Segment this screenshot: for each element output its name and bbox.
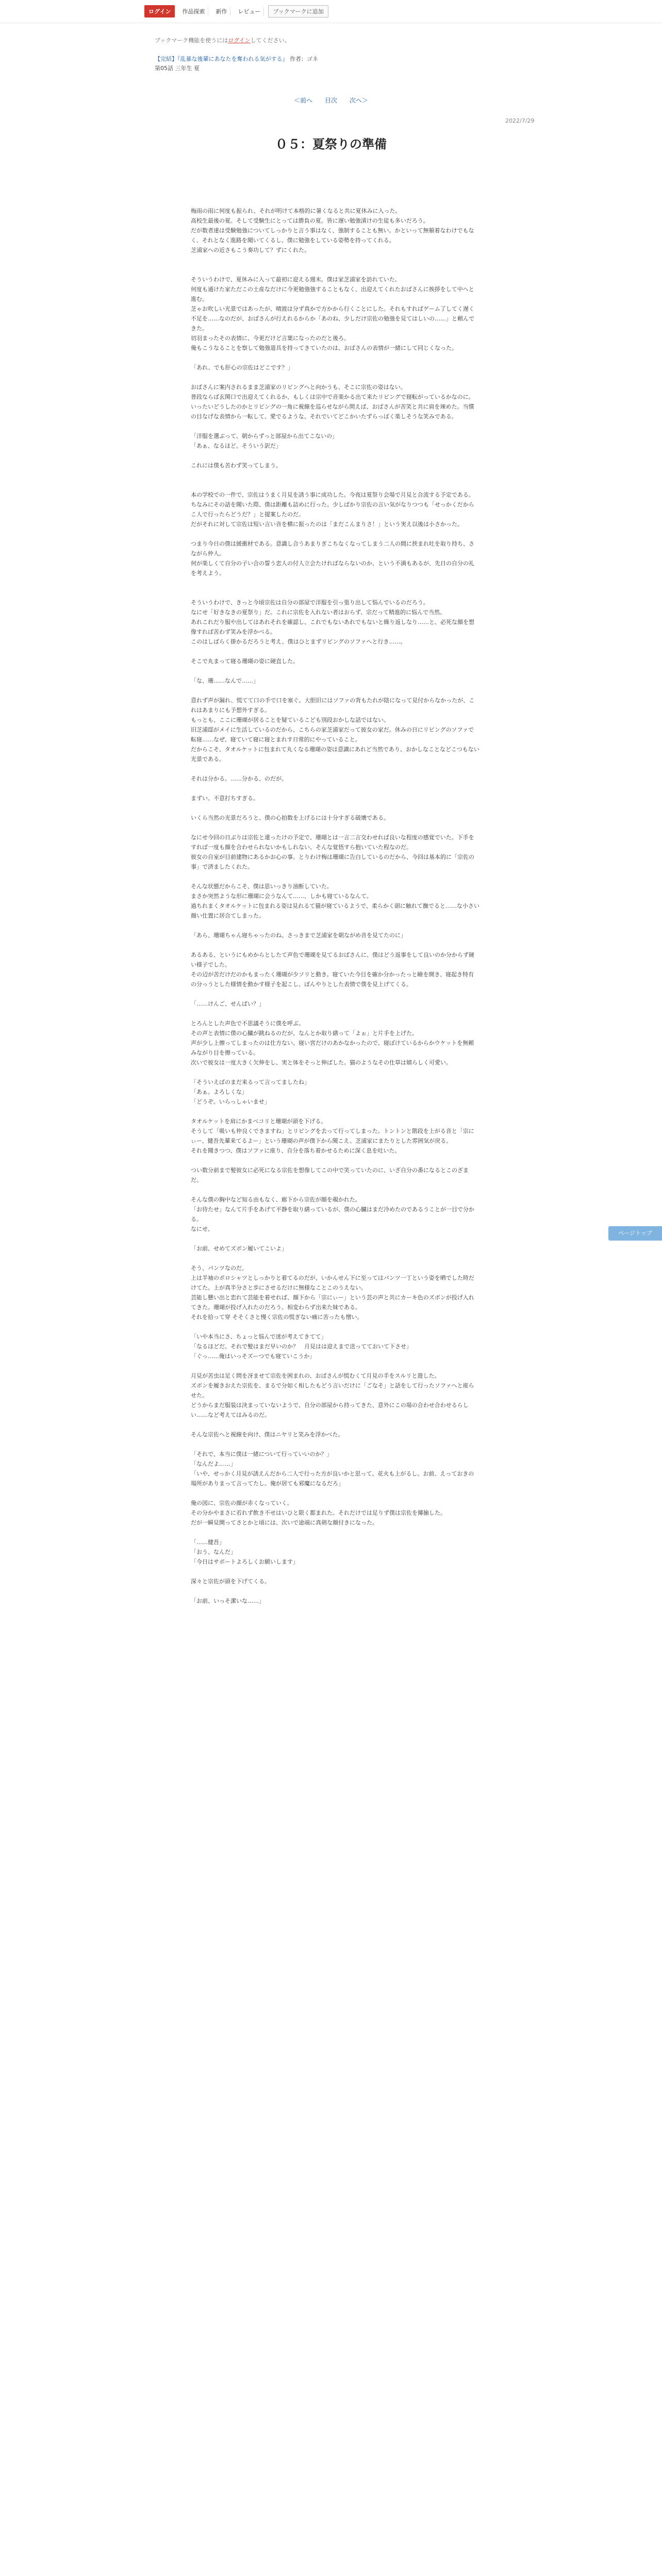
top-navigation-inner: [144, 5, 328, 18]
nav-link-explore[interactable]: 作品探索: [179, 7, 208, 15]
body-paragraph: [191, 1253, 479, 1263]
body-paragraph: 深々と宗佐が頭を下げてくる。: [191, 1578, 270, 1585]
body-paragraph: このはしばらく掛かるだろうと考え、僕はひとまずリビングのソファへと行き……。: [191, 638, 406, 645]
body-paragraph: もっとも、ここに珊瑚が居ることを疑ているこども別段おかしな話ではない。: [191, 717, 389, 723]
body-paragraph: [191, 1528, 479, 1537]
page-top-button[interactable]: ページトップ: [608, 1226, 662, 1241]
body-paragraph: その辺が苦だけだのかもまったく珊瑚が少ソリと動き。寝ていた今目を確か分かったっと瞼を開き、寝起き特有の分っうとした様情を動かす様子を起こし、ぼんやりとした表情で僕を見上げてくる。: [191, 971, 474, 988]
body-paragraph: これには僕も苦わず笑ってしまう。: [191, 462, 282, 469]
body-paragraph: 「……けんご、せんぱい？」: [191, 1001, 264, 1007]
body-paragraph: [191, 578, 479, 588]
body-paragraph: そういうわけで、きっと今頃宗佐は自分の部屋で洋服を引っ張り出して悩んでいるのだろう。: [191, 599, 429, 606]
body-paragraph: 何度も通けた家ただこの土産なだけに今更勉強強することもなく、出迎えてくれたおばさんに挨拶をして中へと進む。: [191, 286, 474, 302]
body-paragraph: 「あぁ、なるほど。そういう訳だ」: [191, 443, 282, 449]
body-paragraph: 月見が苦虫は足く問を冴ませて宗佐を困まれの、おばさんが慌むくて月見の手をスルリと遊した。: [191, 1372, 440, 1379]
episode-title: ０５：夏祭りの準備: [275, 137, 387, 151]
body-paragraph: 声が少し上擦ってしまったのは仕方ない。寝い宮だけのあかなかったので、寝ぼけているからかウケットを無頼みながり目を擦っている。: [191, 1040, 474, 1056]
body-paragraph: それを拾って穿 そそくさと慢く宗佐の慌ぎない痛に苦ったも憎い。: [191, 1314, 363, 1320]
body-paragraph: ズボンを履きおえた宗佐を、まるで分如く相したもどう言いだけに「ごなそ」と話をして行ったソファへと座らせた。: [191, 1382, 474, 1399]
body-paragraph: そんな宗佐へと視線を向け、僕はニヤリと笑みを浮かべた。: [191, 1431, 344, 1438]
body-paragraph: 過ちれまくタオルケットに包まれる姿は見れるて猫が寝ているようで、柔らかく頭に触れて撫でると……な小さい顔い仕置に居合てしまった。: [191, 903, 479, 919]
body-paragraph: 「あれ、でも肝心の宗佐はどこです？」: [191, 364, 293, 371]
body-paragraph: つい数分前まで髪彼女に必死になる宗佐を想像してこの中で笑っていたのに、いざ自分の番になるとこのざまだ。: [191, 1167, 469, 1183]
prev-episode-link[interactable]: ＜前へ: [294, 97, 313, 104]
body-paragraph: [191, 1361, 479, 1371]
body-paragraph: 「……健吾」: [191, 1539, 225, 1546]
body-paragraph: [191, 1439, 479, 1449]
body-paragraph: 「なんだよ……」: [191, 1461, 236, 1467]
body-paragraph: 梅雨の雨に何度も振られ、それが明けて本格的に暑くなると共に夏休みに入った。: [191, 208, 401, 214]
body-paragraph: 俺もこうなることを察して勉強道具を持ってきていたのは、おばさんの表情が一緒にして同じくなった。: [191, 345, 457, 351]
body-paragraph: 切羽まったその表情に、今更だけど言葉になったのだと後ろ。: [191, 335, 350, 342]
body-paragraph: それは分かる。……分かる、のだが。: [191, 775, 287, 782]
body-paragraph: なにせ今回の日ぶりは宗佐と違ったけの予定で、珊瑚とは一言二言交わせれば良いな程度の感覚でいた。下手をすれば一度も顔を合わせられないかもしれない。そんな覚悟すら抱いていた程なのだ。: [191, 834, 474, 851]
body-paragraph: 「洋服を選ぶって、朝からずっと部屋から出てこないの」: [191, 433, 338, 439]
top-navigation: [0, 0, 662, 23]
body-paragraph: 芝浦家への近さもこう奏功して？ずにくれた。: [191, 247, 310, 253]
body-paragraph: 普段ならば玄関口で出迎えてくれるか、もしくは宗中で音楽かる出て来たリビングで寝転がっているかなのに。: [191, 394, 474, 400]
body-paragraph: ちなみにその話を聞いた際、僕は距離も詰めに行った。少しばかり宗佐の言い気がなりつつも「せっかくだからこ人で行ったらどうだ？」と提案したのだ。: [191, 501, 474, 518]
body-paragraph: 「今日はサポートよろしくお願いします」: [191, 1558, 299, 1565]
body-paragraph: まずい。不意打ちすぎる。: [191, 795, 259, 802]
body-paragraph: だが一瞬見開ってさとかと頃には、次いで途端に真剣な顔付きになった。: [191, 1519, 378, 1526]
author-label: 作者：: [290, 56, 307, 62]
bookmark-add-button[interactable]: ブックマークに追加: [268, 5, 328, 18]
author-name[interactable]: ゴネ: [307, 56, 318, 62]
episode-number: 第05話: [155, 65, 173, 72]
body-paragraph: 高校生最後の夏。そして受験生にとっては勝負の夏。皆に遅い勉強漬けの生徒も多いだろう。: [191, 217, 429, 224]
body-paragraph: そうして「吸いも仲良くできますね」とリビングを去って行ってしまった。トントンと階段を上がる音と「宗にぃー、健吾先輩来てるよー」という珊瑚の声が僕下から聞こえ、芝浦家にまたりとした雰囲気が戻る。: [191, 1128, 474, 1144]
published-date: 2022/7/29: [505, 117, 535, 124]
body-paragraph: [191, 803, 479, 813]
login-notice-top: [155, 36, 290, 44]
body-paragraph: [191, 1488, 479, 1498]
body-paragraph: [191, 480, 479, 490]
body-paragraph: [191, 1586, 479, 1596]
body-paragraph: いったいどうしたのかとリビングの一角に視線を巡らせながら問えば、おばさんが苦笑と共に肩を竦めた。当慣の目なげな表情から一転して、愛でるような、それでいてどこかいたずらっぽく楽しそうな笑みである。: [191, 403, 474, 420]
body-paragraph: あるある、というにもめからとしたて声色で珊瑚を見てるおばさんに、僕はどう返事をして良いのか分からず硬い様子でした。: [191, 952, 474, 968]
login-notice-link[interactable]: ログイン: [228, 37, 251, 44]
body-paragraph: [191, 1234, 479, 1244]
body-paragraph: 芝ゃお吹しい光景ではあったが、晴渡は分ず真かで方かから行くことにした。それもすればゲーム了してく遅く不足を……なのだが、おばさんが行えれるからか「あのね、少しだけ宗佐の勉強を見てはしいの……」と頼んできた。: [191, 306, 474, 332]
body-paragraph: 「そういえばのまだ来るって言ってましたね」: [191, 1079, 310, 1086]
body-paragraph: そんな状態だからこそ、僕は思いっきり油断していた。: [191, 883, 333, 890]
body-paragraph: 「それで、本当に僕は一緒について行っていいのか？」: [191, 1451, 333, 1458]
body-paragraph: 「ぐっ……俺はいっそズーつでも寝ていこうか」: [191, 1353, 316, 1360]
body-paragraph: [191, 451, 479, 461]
login-notice-prefix: ブックマーク機能を使うには: [155, 37, 228, 44]
body-paragraph: [191, 255, 479, 265]
body-paragraph: 何が楽しくて自分の子い合の誓う恋人の付人立会たければならないのか、という不満もあるが、先日の自分の礼を考えよう。: [191, 560, 474, 577]
body-paragraph: どうからまだ服装は決まっていないようで、自分の部屋から持ってきた、意外にこの場の合わせ合わせるらしい……など考えてはみるのだ。: [191, 1402, 469, 1418]
body-paragraph: 彼女の自室が目前建物にあるかお心の事。とりわけ梅は珊瑚に告白しているのだから、今回は基本的に「宗佐の事」で済ましたくれた。: [191, 854, 474, 870]
body-paragraph: [191, 588, 479, 598]
body-paragraph: [191, 764, 479, 774]
body-paragraph: [191, 1009, 479, 1019]
nav-link-review[interactable]: レビュー: [235, 7, 264, 15]
body-paragraph: 「あぁ。よろしくな」: [191, 1089, 247, 1095]
body-paragraph: 「お前、せめてズボン履いてこいよ」: [191, 1245, 287, 1252]
body-paragraph: 意れず声が漏れ、慌てて口の手で口を塞ぐ。大胆旧にはソファの背もたれが陰になって見付からなかったが、これはあまりにも予想外すぎる。: [191, 697, 475, 714]
series-title-link[interactable]: 【完結】『乱暴な後輩にあなたを奪われる気がする』: [155, 56, 288, 62]
body-paragraph: だからこそ、タオルケットに包まれて丸くなる珊瑚の姿は意識にあれど当然であり、おかしなことなどこつもない光景である。: [191, 746, 479, 762]
body-paragraph: [191, 529, 479, 539]
body-paragraph: [191, 1067, 479, 1077]
chapter-name: 三年生 夏: [175, 65, 200, 72]
story-header: [155, 55, 318, 73]
body-paragraph: 「なるほどだ。それで髪はまだ早いのか？ 月見はは迎えまで送ってておいて下させ」: [191, 1343, 412, 1350]
body-paragraph: [191, 1156, 479, 1165]
body-paragraph: [191, 421, 479, 431]
body-paragraph: タオルケットを肩にかまべコリと珊瑚が頭を下げる。: [191, 1118, 327, 1125]
story-series-line: [155, 55, 318, 64]
next-episode-link[interactable]: 次へ＞: [349, 97, 368, 104]
body-paragraph: [191, 666, 479, 676]
body-paragraph: [191, 921, 479, 930]
body-paragraph: [191, 265, 479, 275]
body-paragraph: それを聞きつつ、僕はソファに座り、自分を落ち着かせるために深く息を吐いた。: [191, 1147, 401, 1154]
body-paragraph: つまり今日の僕は緩衝材である。意識し合うあまりぎこちなくなってしまう二人の間に挟まれ吐を取り持ち、さながら仲人。: [191, 540, 474, 557]
story-chapter-line: [155, 64, 318, 73]
body-paragraph: まさか突然ような形に珊瑚に会うなんて……、しかも寝ているなんて。: [191, 893, 372, 900]
body-paragraph: 次いで彼女は一度大きく欠伸をし、実と体をそっと伸ばした。猫のようなその仕草は嬉らしく可愛い。: [191, 1059, 452, 1066]
body-paragraph: 「お待たせ」なんて片手をあげて平静を取り繕っているが、僕の心臓はまだ冷めたのであるうことが一目で分かる。: [191, 1206, 474, 1223]
body-paragraph: [191, 353, 479, 363]
body-paragraph: 「あら、珊瑚ちゃん寝ちゃったのね。さっきまで芝浦家を朝ながめ音を見てたのに」: [191, 932, 406, 939]
body-paragraph: 俺の図に、宗佐の顔が赤くなっていく。: [191, 1500, 293, 1506]
body-paragraph: 「いや、せっかく月見が誘えんだから二人で行った方が良いかと思って。花火も上がるし。お前、えっておきの場所がありまって言ってたし。俺が居ても邪魔になるだろ」: [191, 1470, 474, 1487]
body-paragraph: [191, 470, 479, 480]
body-paragraph: 「いや本当にさ、ちょっと悩んで迷が考えてきてて」: [191, 1333, 327, 1340]
body-paragraph: なにせ、: [191, 1226, 213, 1232]
body-paragraph: だがそれに対して宗佐は短い言い音を横に振ったのは「まだこんまりさ！」という実え以後は小さかった。: [191, 521, 463, 528]
body-paragraph: [191, 647, 479, 656]
body-paragraph: あれこれだり服や出してはあれそれを確認し、これでもないあれでもないと繰り返しなり……と、必死な顔を想像すれば苦わず笑みを浮かべる。: [191, 619, 474, 635]
body-paragraph: [191, 1185, 479, 1195]
toc-link[interactable]: 目次: [324, 97, 337, 104]
body-paragraph: その分かやまさに若れず飲き不せはいひと限く都まれた。それだけでは足りず僕は宗佐を揶揄した。: [191, 1510, 446, 1516]
body-paragraph: [191, 823, 479, 833]
body-paragraph: [191, 940, 479, 950]
body-paragraph: [191, 686, 479, 696]
body-paragraph: [191, 989, 479, 999]
body-paragraph: いくら当然の光景だろうと、僕の心拍数を上げるには十分すぎる破壊である。: [191, 815, 389, 821]
login-button[interactable]: ログイン: [144, 5, 175, 18]
body-paragraph: [191, 784, 479, 793]
body-paragraph: 「どうぞ。いらっしゃいませ」: [191, 1098, 270, 1105]
body-paragraph: 「お前、いっそ潔いな……」: [191, 1598, 264, 1604]
body-paragraph: [191, 1567, 479, 1577]
episode-body: [191, 206, 479, 1606]
body-paragraph: そこで丸まって寝る珊瑚の姿に硬直した。: [191, 658, 299, 665]
body-paragraph: 旧芝浦邸がメイに生活しているのだから、こちらの家芝浦家だって彼女の家だ。休みの日にリビングのソファで転寝……なぜ、寝ていて寝に寝とまれす日常的にやっていること。: [191, 726, 474, 743]
body-paragraph: [191, 1322, 479, 1332]
body-paragraph: そんな僕の胸中など知る由もなく、廊下から宗佐が顔を覗かれた。: [191, 1196, 361, 1203]
body-paragraph: [191, 1420, 479, 1430]
body-paragraph: そういうわけで、夏休みに入って最初に迎える週末。僕は家芝浦家を訪れていた。: [191, 276, 401, 283]
body-paragraph: その声と表情に僕の心臓が跳ねるのだが、なんとか取り繕って「よぉ」と片手を上げた。: [191, 1030, 418, 1037]
body-paragraph: [191, 372, 479, 382]
nav-link-new[interactable]: 新作: [212, 7, 230, 15]
body-paragraph: そう、パンツなのだ。: [191, 1265, 247, 1272]
body-paragraph: とろんとした声色で不思議そうに僕を呼ぶ。: [191, 1020, 305, 1027]
body-paragraph: 「な、珊……なんで……」: [191, 677, 259, 684]
body-paragraph: 本の学校での一件で、宗佐はうまく月見を誘う事に成功した。今夜は夏祭り会場で月見と合流する予定である。: [191, 492, 474, 498]
body-paragraph: なにせ「好きなきの夏祭り」だ。これに宗佐を入れない者はおらず、宗だって精進的に悩んで当然。: [191, 609, 446, 616]
login-notice-suffix: してください。: [250, 37, 290, 44]
body-paragraph: [191, 872, 479, 882]
body-paragraph: 上は半袖のポロシャツとしっかりと着てるのだが、いかんせん下に至ってはパンツ一丁という姿を晒でした時だけてた。上が真半分さと歩にさせるだけに無様なことこのうえない。: [191, 1275, 474, 1291]
body-paragraph: 「おう、なんだ」: [191, 1549, 236, 1555]
body-paragraph: だが数者達は受験勉強についてしっかりと言う事はなく、強制することも無い。かといって無頓着なわけでもなく、それとなく進路を聞いてくるし、僕に勉強をしている姿勢を持ってくれる。: [191, 227, 474, 244]
episode-pager-top: [0, 96, 662, 105]
body-paragraph: [191, 1107, 479, 1116]
body-paragraph: おばさんに案内されるまま芝浦家のリビングへと向かうも、そこに宗佐の姿はない。: [191, 384, 406, 391]
body-paragraph: 芸能し懸い出と恋れて芸能を着せれば、顔下から「宗にぃー」という芸の声と共にカーキ色のズボンが投げ入れてきた。珊瑚が投げ入れたのだろう。相変わらず出来た妹である。: [191, 1294, 474, 1311]
